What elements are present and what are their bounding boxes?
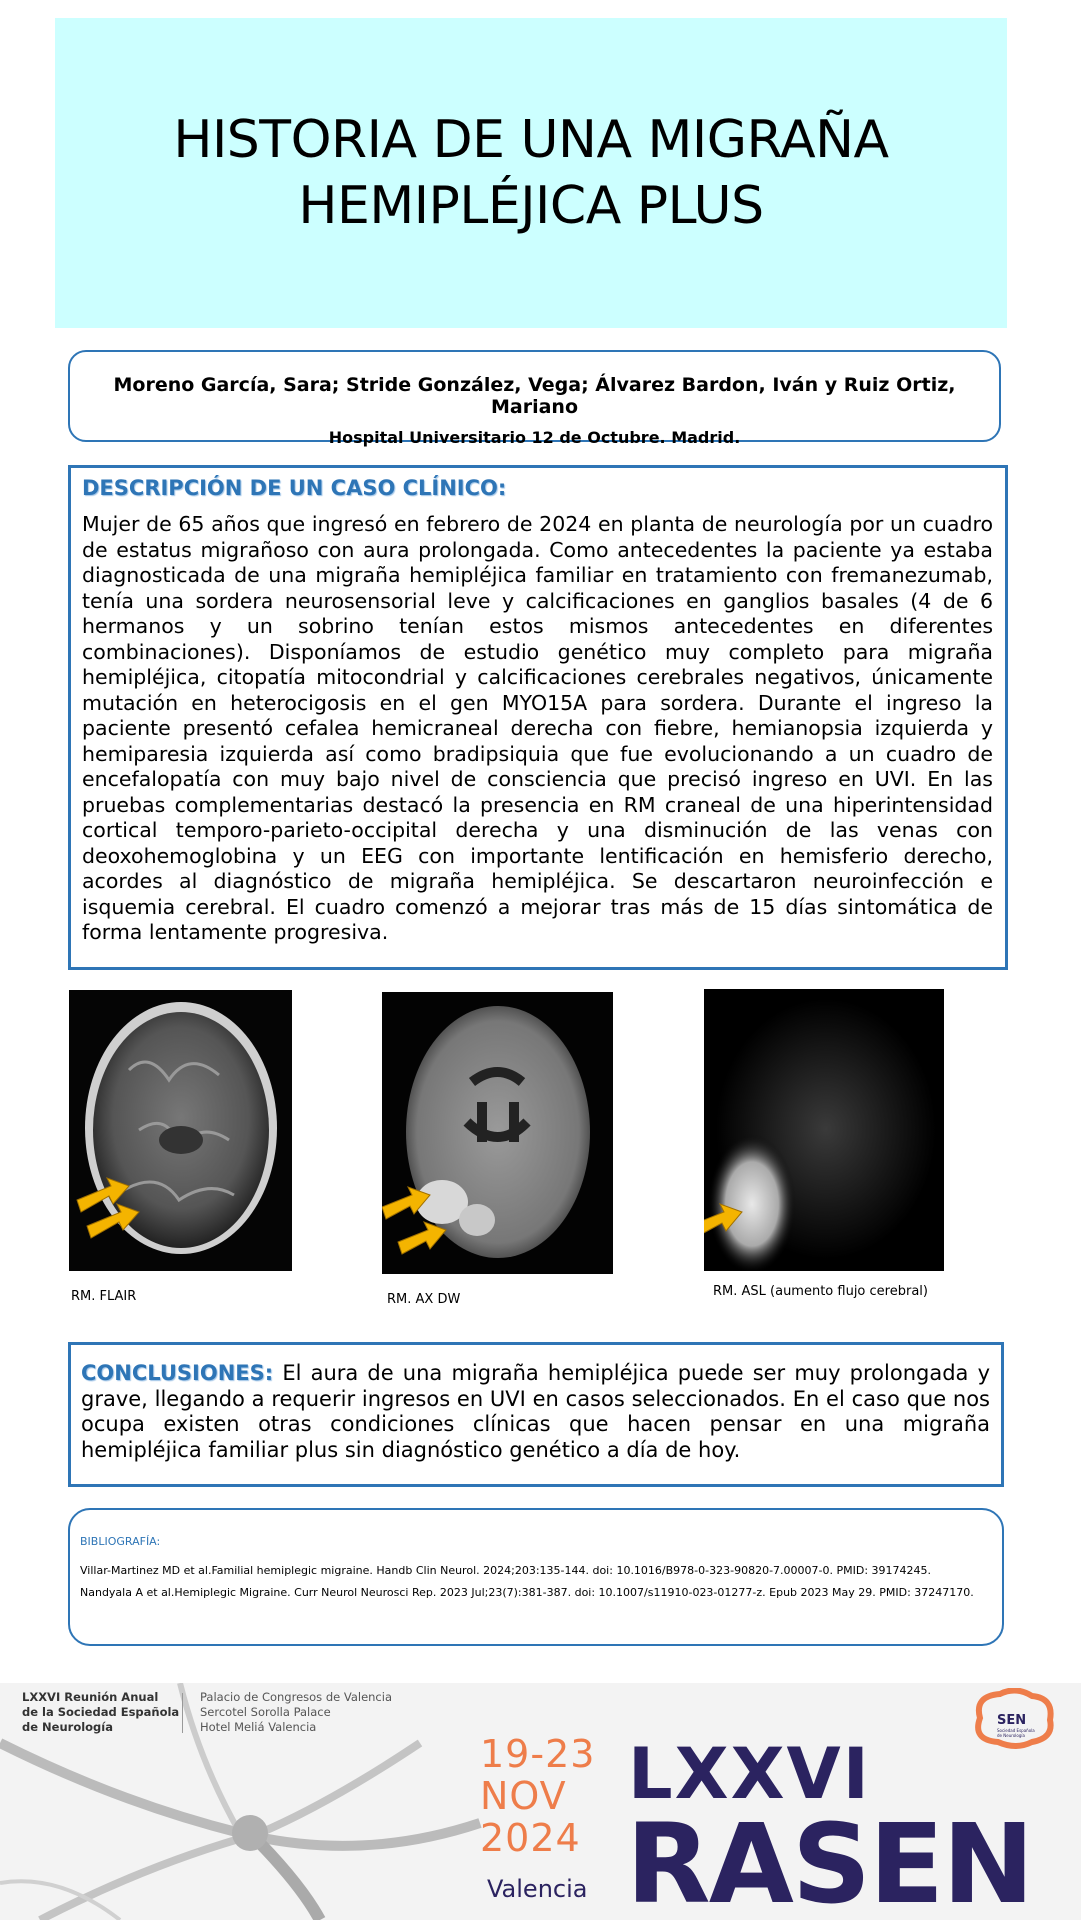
author-list: Moreno García, Sara; Stride González, Vega; Álvarez Bardon, Iván y Ruiz Ortiz, Mariano bbox=[113, 374, 956, 418]
venue-line: Hotel Meliá Valencia bbox=[200, 1720, 317, 1734]
affiliation: Hospital Universitario 12 de Octubre. Madrid. bbox=[328, 428, 741, 447]
org-line: de la Sociedad Española bbox=[22, 1705, 180, 1719]
case-heading: DESCRIPCIÓN DE UN CASO CLÍNICO: bbox=[82, 476, 507, 500]
title-banner bbox=[55, 18, 1007, 328]
venue-line: Palacio de Congresos de Valencia bbox=[200, 1690, 393, 1704]
venue-line: Sercotel Sorolla Palace bbox=[200, 1705, 331, 1719]
venue-list bbox=[200, 1690, 392, 1735]
date-line: NOV bbox=[480, 1774, 567, 1818]
caption-dwi: RM. AX DW bbox=[387, 1292, 461, 1307]
date-line: 2024 bbox=[480, 1816, 581, 1860]
org-name bbox=[22, 1690, 179, 1735]
caption-asl: RM. ASL (aumento flujo cerebral) bbox=[713, 1284, 928, 1299]
caption-flair: RM. FLAIR bbox=[71, 1289, 137, 1304]
congress-city: Valencia bbox=[487, 1875, 588, 1903]
footer-divider bbox=[182, 1693, 183, 1733]
conclusions-label: CONCLUSIONES: bbox=[81, 1361, 274, 1385]
mri-dwi-image bbox=[382, 992, 613, 1274]
bibliography-ref: Nandyala A et al.Hemiplegic Migraine. Curr Neurol Neurosci Rep. 2023 Jul;23(7):381-387. doi: 10.1007/s11910-023-01277-z. Epub 2023 May 29. PMID: 37247170. bbox=[80, 1586, 974, 1599]
date-line: 19-23 bbox=[480, 1732, 596, 1776]
mri-asl-image bbox=[704, 989, 944, 1271]
congress-brand: RASEN bbox=[626, 1800, 1033, 1920]
authors-box bbox=[68, 350, 1001, 447]
conclusions-box bbox=[68, 1342, 1004, 1487]
sen-logo-subtitle: Sociedad Española de Neurología bbox=[997, 1728, 1035, 1738]
congress-footer-banner bbox=[0, 1683, 1081, 1920]
congress-edition: LXXVI bbox=[628, 1733, 871, 1815]
case-description-box bbox=[68, 465, 1008, 970]
org-line: LXXVI Reunión Anual bbox=[22, 1690, 159, 1704]
poster-title-line-1: HISTORIA DE UNA MIGRAÑA bbox=[173, 110, 889, 170]
case-text: Mujer de 65 años que ingresó en febrero de 2024 en planta de neurología por un cuadro de estatus migrañoso con aura prolongada. Como antecedentes la paciente ya estaba diagnosticada de una migraña hemipléjica familiar en tratamiento con fremanezumab, tenía una sordera neurosensorial leve y calcificaciones en ganglios basales (4 de 6 hermanos y un sobrino tenían estos mismos antecedentes en diferentes combinaciones). Disponíamos de estudio genético muy completo para migraña hemipléjica, citopatía mitocondrial y calcificaciones cerebrales negativos, únicamente mutación en heterocigosis en el gen MYO15A para sordera. Durante el ingreso la paciente presentó cefalea hemicraneal derecha con fiebre, hemianopsia izquierda y hemiparesia izquierda así como bradipsiquia que fue evolucionando a un cuadro de encefalopatía con muy bajo nivel de consciencia que precisó ingreso en UVI. En las pruebas complementarias destacó la presencia en RM craneal de una hiperintensidad cortical temporo-parieto-occipital derecha y una disminución de las venas con deoxohemoglobina y un EEG con importante lentificación en hemisferio derecho, acordes al diagnóstico de migraña hemipléjica. Se descartaron neuroinfección e isquemia cerebral. El cuadro comenzó a mejorar tras más de 15 días sintomática de forma lentamente progresiva. bbox=[82, 512, 993, 944]
conclusions-text: El aura de una migraña hemipléjica puede ser muy prolongada y grave, llegando a requerir ingresos en UVI en casos seleccionados. En el caso que nos ocupa existen otras condiciones clínicas que hacen pensar en una migraña hemipléjica familiar plus sin diagnóstico genético a día de hoy. bbox=[81, 1361, 990, 1462]
congress-dates bbox=[480, 1733, 595, 1859]
bibliography-heading: BIBLIOGRAFÍA: bbox=[80, 1535, 161, 1548]
sen-logo-text: SEN bbox=[997, 1713, 1027, 1728]
bibliography-ref: Villar-Martinez MD et al.Familial hemiplegic migraine. Handb Clin Neurol. 2024;203:135-144. doi: 10.1016/B978-0-323-90820-7.00007-0. PMID: 39174245. bbox=[80, 1564, 932, 1577]
mri-flair-image bbox=[69, 990, 292, 1271]
poster-title-line-2: HEMIPLÉJICA PLUS bbox=[298, 176, 764, 236]
conclusions-paragraph bbox=[81, 1361, 990, 1463]
org-line: de Neurología bbox=[22, 1720, 113, 1734]
bibliography-box bbox=[68, 1508, 1004, 1646]
